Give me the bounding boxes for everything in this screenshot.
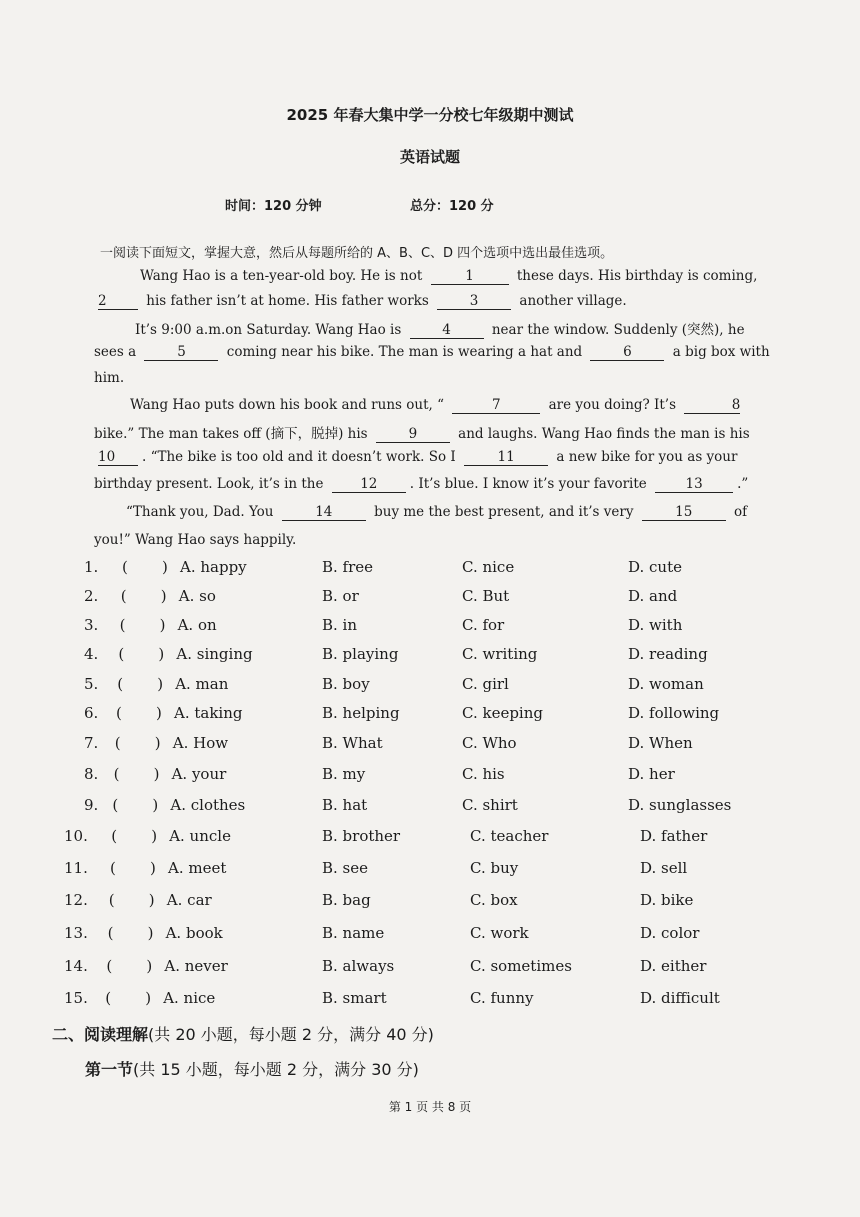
passage-text: him. [94, 370, 125, 386]
option-c: C. buy [470, 859, 519, 877]
option-a: A. on [177, 616, 217, 634]
option-d: D. sell [640, 859, 688, 877]
option-a: A. car [166, 891, 212, 909]
passage-line [94, 422, 750, 443]
option-c: C. his [462, 765, 505, 783]
option-c: C. Who [462, 734, 517, 752]
blank-15: 15 [642, 505, 726, 521]
option-d: D. woman [628, 675, 704, 693]
blank-11: 11 [464, 450, 548, 466]
answer-paren-close: ) [153, 765, 160, 783]
section2-title: 二、阅读理解 [52, 1025, 149, 1044]
question-number: 3. [84, 616, 99, 634]
passage-text: you!” Wang Hao says happily. [94, 532, 297, 548]
blank-8: 8 [684, 398, 740, 414]
passage-text: of [734, 504, 748, 520]
option-c: C. writing [462, 645, 538, 663]
passage-text: birthday present. Look, it’s in the [94, 476, 324, 492]
passage-text: his father isn’t at home. His father works [146, 293, 429, 309]
part1-heading [85, 1057, 419, 1080]
part1-note: (共 15 小题，每小题 2 分，满分 30 分) [133, 1060, 419, 1079]
blank-6: 6 [590, 345, 664, 361]
option-a: A. singing [176, 645, 253, 663]
option-b: B. free [322, 558, 374, 576]
option-b: B. my [322, 765, 366, 783]
answer-paren-open: ( [107, 924, 114, 942]
question-row [0, 796, 860, 820]
exam-subtitle: 英语试题 [399, 148, 460, 166]
blank-12: 12 [332, 477, 406, 493]
question-number: 15. [64, 989, 88, 1007]
question-row [0, 765, 860, 789]
question-number: 14. [64, 957, 88, 975]
option-b: B. always [322, 957, 395, 975]
option-a: A. How [172, 734, 229, 752]
option-c: C. funny [470, 989, 534, 1007]
option-b: B. bag [322, 891, 371, 909]
answer-paren-close: ) [158, 645, 165, 663]
option-c: C. work [470, 924, 529, 942]
passage-text: Wang Hao puts down his book and runs out, “ [130, 397, 444, 413]
answer-paren-open: ( [113, 765, 120, 783]
passage-text: .” [737, 476, 749, 492]
question-number: 7. [84, 734, 99, 752]
section2-note: (共 20 小题，每小题 2 分，满分 40 分) [148, 1025, 434, 1044]
answer-paren-open: ( [116, 704, 122, 722]
passage-text: . “The bike is too old and it doesn’t work. So I [142, 449, 456, 465]
blank-3: 3 [437, 294, 511, 310]
answer-paren-open: ( [112, 796, 119, 814]
answer-paren-close: ) [152, 796, 159, 814]
question-row [0, 891, 860, 915]
option-d: D. following [628, 704, 720, 722]
passage-text: sees a [94, 344, 137, 360]
option-d: D. color [640, 924, 700, 942]
question-row [0, 859, 860, 883]
question-row [0, 675, 860, 699]
passage-line [94, 532, 296, 548]
question-number: 8. [84, 765, 99, 783]
blank-5: 5 [144, 345, 218, 361]
option-d: D. When [628, 734, 693, 752]
option-b: B. smart [322, 989, 387, 1007]
blank-14: 14 [282, 505, 366, 521]
option-b: B. brother [322, 827, 401, 845]
passage-text: coming near his bike. The man is wearing a hat and [226, 344, 583, 360]
question-number: 5. [84, 675, 99, 693]
page-footer: 第 1 页 共 8 页 [388, 1100, 472, 1114]
option-d: D. with [628, 616, 683, 634]
option-d: D. bike [640, 891, 694, 909]
passage-text: and laughs. Wang Hao finds the man is his [458, 426, 750, 442]
option-c: C. But [462, 587, 510, 605]
question-number: 1. [84, 558, 99, 576]
passage-text: near the window. Suddenly (突然), he [491, 322, 745, 338]
passage-line [94, 476, 748, 493]
section2-heading [52, 1022, 434, 1045]
option-a: A. your [171, 765, 227, 783]
option-d: D. either [640, 957, 707, 975]
passage-text: It’s 9:00 a.m.on Saturday. Wang Hao is [135, 322, 402, 338]
question-row [0, 558, 860, 582]
answer-paren-close: ) [160, 587, 167, 605]
question-number: 11. [64, 859, 88, 877]
option-a: A. clothes [170, 796, 246, 814]
question-number: 12. [64, 891, 88, 909]
answer-paren-open: ( [108, 891, 115, 909]
option-a: A. taking [174, 704, 243, 722]
question-row [0, 957, 860, 981]
option-b: B. hat [322, 796, 368, 814]
passage-line [135, 318, 745, 339]
passage-text: are you doing? It’s [548, 397, 677, 413]
answer-paren-close: ) [150, 859, 156, 877]
answer-paren-close: ) [148, 891, 155, 909]
question-row [0, 645, 860, 669]
blank-10: 10 [98, 450, 138, 466]
question-number: 4. [84, 645, 99, 663]
blank-1: 1 [431, 269, 509, 285]
answer-paren-open: ( [122, 558, 128, 576]
option-d: D. cute [628, 558, 682, 576]
option-d: D. difficult [640, 989, 720, 1007]
option-b: B. helping [322, 704, 400, 722]
blank-13: 13 [655, 477, 733, 493]
passage-line [94, 370, 124, 386]
question-row [0, 734, 860, 758]
option-b: B. see [322, 859, 369, 877]
blank-4: 4 [410, 323, 484, 339]
option-c: C. keeping [462, 704, 543, 722]
passage-text: a big box with [672, 344, 770, 360]
blank-2: 2 [98, 294, 138, 310]
option-c: C. sometimes [470, 957, 572, 975]
option-a: A. uncle [169, 827, 231, 845]
answer-paren-close: ) [151, 827, 158, 845]
passage-line [140, 268, 757, 285]
answer-paren-open: ( [111, 827, 118, 845]
option-a: A. man [175, 675, 229, 693]
option-c: C. for [462, 616, 505, 634]
option-c: C. shirt [462, 796, 518, 814]
option-d: D. her [628, 765, 675, 783]
option-b: B. What [322, 734, 383, 752]
answer-paren-open: ( [110, 859, 116, 877]
answer-paren-close: ) [162, 558, 168, 576]
passage-text: these days. His birthday is coming, [516, 268, 758, 284]
option-a: A. book [165, 924, 223, 942]
option-b: B. playing [322, 645, 399, 663]
question-row [0, 704, 860, 728]
passage-line [94, 449, 737, 466]
option-d: D. and [628, 587, 678, 605]
passage-line [126, 504, 747, 521]
passage-text: Wang Hao is a ten-year-old boy. He is not [140, 268, 423, 284]
option-b: B. name [322, 924, 385, 942]
answer-paren-close: ) [147, 924, 154, 942]
question-row [0, 616, 860, 640]
option-a: A. meet [168, 859, 227, 877]
option-c: C. box [470, 891, 518, 909]
answer-paren-close: ) [157, 675, 164, 693]
option-c: C. nice [462, 558, 515, 576]
answer-paren-close: ) [146, 957, 153, 975]
option-a: A. happy [180, 558, 247, 576]
exam-time: 时间：120 分钟 [225, 199, 322, 214]
question-number: 13. [64, 924, 88, 942]
passage-line [94, 293, 627, 310]
question-row [0, 989, 860, 1013]
question-number: 10. [64, 827, 88, 845]
answer-paren-open: ( [117, 675, 124, 693]
passage-text: buy me the best present, and it’s very [374, 504, 634, 520]
option-a: A. so [178, 587, 216, 605]
passage-line [130, 397, 744, 414]
passage-text: another village. [519, 293, 627, 309]
option-d: D. sunglasses [628, 796, 732, 814]
answer-paren-close: ) [156, 704, 162, 722]
passage-text: . It’s blue. I know it’s your favorite [409, 476, 647, 492]
option-d: D. father [640, 827, 708, 845]
answer-paren-open: ( [114, 734, 121, 752]
answer-paren-open: ( [106, 957, 113, 975]
answer-paren-open: ( [105, 989, 112, 1007]
exam-total-score: 总分：120 分 [410, 199, 494, 214]
question-row [0, 587, 860, 611]
answer-paren-open: ( [119, 616, 126, 634]
question-number: 9. [84, 796, 99, 814]
option-a: A. never [164, 957, 228, 975]
passage-text: “Thank you, Dad. You [126, 504, 274, 520]
section1-instruction: 一阅读下面短文，掌握大意，然后从每题所给的 A、B、C、D 四个选项中选出最佳选项。 [100, 246, 614, 261]
answer-paren-close: ) [154, 734, 161, 752]
exam-title: 2025 年春大集中学一分校七年级期中测试 [286, 106, 574, 124]
passage-text: bike.” The man takes off (摘下，脱掉) his [94, 426, 368, 442]
question-row [0, 827, 860, 851]
question-number: 6. [84, 704, 99, 722]
option-a: A. nice [163, 989, 216, 1007]
answer-paren-close: ) [159, 616, 166, 634]
passage-text: a new bike for you as your [556, 449, 738, 465]
blank-9: 9 [376, 427, 450, 443]
option-b: B. or [322, 587, 359, 605]
option-b: B. in [322, 616, 358, 634]
question-number: 2. [84, 587, 99, 605]
answer-paren-open: ( [118, 645, 125, 663]
passage-line [94, 344, 770, 361]
answer-paren-open: ( [120, 587, 127, 605]
blank-7: 7 [452, 398, 540, 414]
option-b: B. boy [322, 675, 370, 693]
part1-title: 第一节 [85, 1060, 134, 1079]
option-c: C. teacher [470, 827, 549, 845]
option-c: C. girl [462, 675, 509, 693]
question-row [0, 924, 860, 948]
answer-paren-close: ) [145, 989, 152, 1007]
option-d: D. reading [628, 645, 708, 663]
